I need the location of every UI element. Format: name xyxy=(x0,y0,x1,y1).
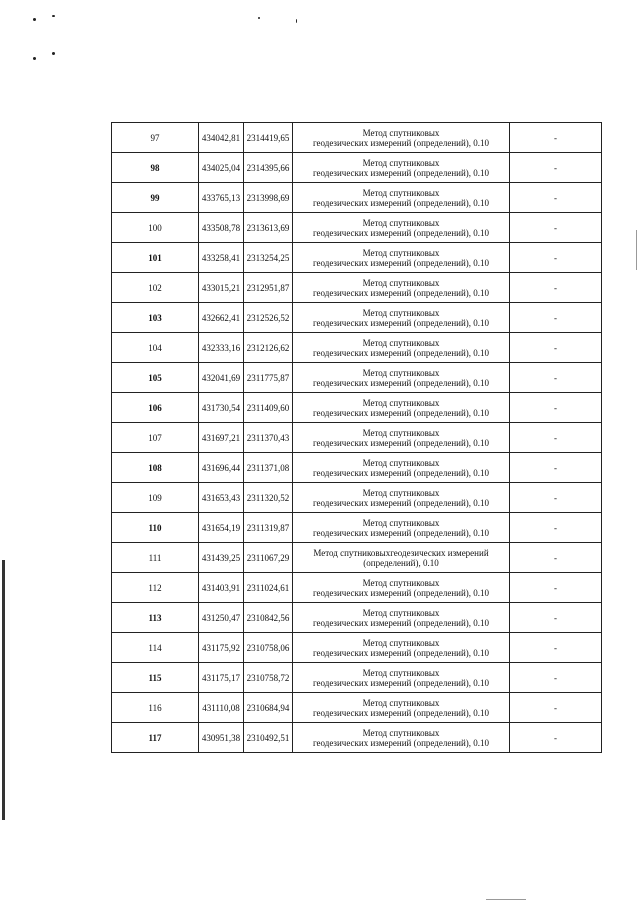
x-coordinate-cell: 431175,92 xyxy=(199,633,244,663)
y-coordinate-cell: 2311371,08 xyxy=(244,453,293,483)
method-line-2: (определений), 0.10 xyxy=(363,557,439,568)
method-cell xyxy=(293,393,510,423)
x-coordinate-cell: 431110,08 xyxy=(199,693,244,723)
table-row xyxy=(112,723,602,753)
method-line-1: Метод спутниковых xyxy=(362,697,440,708)
point-number-cell: 117 xyxy=(112,723,199,753)
scan-edge-line xyxy=(636,230,637,270)
method-cell xyxy=(293,453,510,483)
method-cell xyxy=(293,633,510,663)
method-cell xyxy=(293,273,510,303)
description-cell: - xyxy=(510,363,602,393)
x-coordinate-cell: 431654,19 xyxy=(199,513,244,543)
y-coordinate-cell: 2312126,62 xyxy=(244,333,293,363)
table-row xyxy=(112,243,602,273)
method-line-2: геодезических измерений (определений), 0.10 xyxy=(312,377,490,388)
x-coordinate-cell: 431403,91 xyxy=(199,573,244,603)
description-cell: - xyxy=(510,513,602,543)
method-line-2: геодезических измерений (определений), 0.10 xyxy=(312,347,490,358)
method-line-1: Метод спутниковых xyxy=(362,607,440,618)
point-number-cell: 113 xyxy=(112,603,199,633)
method-line-1: Метод спутниковых xyxy=(362,367,440,378)
method-cell xyxy=(293,153,510,183)
table-row xyxy=(112,543,602,573)
method-line-1: Метод спутниковыхгеодезических измерений xyxy=(313,547,489,558)
table-row xyxy=(112,273,602,303)
method-line-2: геодезических измерений (определений), 0.10 xyxy=(312,197,490,208)
y-coordinate-cell: 2311024,61 xyxy=(244,573,293,603)
method-cell xyxy=(293,513,510,543)
method-line-1: Метод спутниковых xyxy=(362,157,440,168)
point-number-cell: 114 xyxy=(112,633,199,663)
point-number-cell: 109 xyxy=(112,483,199,513)
method-line-2: геодезических измерений (определений), 0.10 xyxy=(312,137,490,148)
y-coordinate-cell: 2310758,72 xyxy=(244,663,293,693)
scan-speck xyxy=(296,19,297,23)
description-cell: - xyxy=(510,213,602,243)
point-number-cell: 99 xyxy=(112,183,199,213)
method-cell xyxy=(293,183,510,213)
table-row xyxy=(112,393,602,423)
x-coordinate-cell: 433258,41 xyxy=(199,243,244,273)
table-row xyxy=(112,633,602,663)
y-coordinate-cell: 2313254,25 xyxy=(244,243,293,273)
y-coordinate-cell: 2314419,65 xyxy=(244,123,293,153)
method-line-1: Метод спутниковых xyxy=(362,457,440,468)
point-number-cell: 97 xyxy=(112,123,199,153)
method-line-1: Метод спутниковых xyxy=(362,277,440,288)
y-coordinate-cell: 2312526,52 xyxy=(244,303,293,333)
y-coordinate-cell: 2310758,06 xyxy=(244,633,293,663)
scan-speck xyxy=(52,15,55,17)
table-row xyxy=(112,423,602,453)
method-line-1: Метод спутниковых xyxy=(362,187,440,198)
y-coordinate-cell: 2311319,87 xyxy=(244,513,293,543)
scan-speck xyxy=(52,52,55,55)
description-cell: - xyxy=(510,663,602,693)
method-cell xyxy=(293,543,510,573)
table-row xyxy=(112,453,602,483)
x-coordinate-cell: 433015,21 xyxy=(199,273,244,303)
method-line-1: Метод спутниковых xyxy=(362,517,440,528)
x-coordinate-cell: 432333,16 xyxy=(199,333,244,363)
y-coordinate-cell: 2311067,29 xyxy=(244,543,293,573)
point-number-cell: 105 xyxy=(112,363,199,393)
description-cell: - xyxy=(510,633,602,663)
description-cell: - xyxy=(510,453,602,483)
table-row xyxy=(112,363,602,393)
point-number-cell: 102 xyxy=(112,273,199,303)
method-line-2: геодезических измерений (определений), 0.10 xyxy=(312,287,490,298)
x-coordinate-cell: 431250,47 xyxy=(199,603,244,633)
method-cell xyxy=(293,243,510,273)
method-cell xyxy=(293,213,510,243)
method-cell xyxy=(293,363,510,393)
coordinates-table xyxy=(111,122,602,753)
table-row xyxy=(112,573,602,603)
point-number-cell: 112 xyxy=(112,573,199,603)
scan-speck xyxy=(258,17,260,19)
method-line-1: Метод спутниковых xyxy=(362,427,440,438)
method-line-1: Метод спутниковых xyxy=(362,577,440,588)
point-number-cell: 108 xyxy=(112,453,199,483)
method-line-2: геодезических измерений (определений), 0.10 xyxy=(312,527,490,538)
point-number-cell: 115 xyxy=(112,663,199,693)
description-cell: - xyxy=(510,423,602,453)
x-coordinate-cell: 434042,81 xyxy=(199,123,244,153)
y-coordinate-cell: 2312951,87 xyxy=(244,273,293,303)
y-coordinate-cell: 2311320,52 xyxy=(244,483,293,513)
x-coordinate-cell: 431175,17 xyxy=(199,663,244,693)
description-cell: - xyxy=(510,483,602,513)
point-number-cell: 103 xyxy=(112,303,199,333)
description-cell: - xyxy=(510,153,602,183)
y-coordinate-cell: 2313613,69 xyxy=(244,213,293,243)
y-coordinate-cell: 2310842,56 xyxy=(244,603,293,633)
description-cell: - xyxy=(510,723,602,753)
x-coordinate-cell: 431653,43 xyxy=(199,483,244,513)
method-line-1: Метод спутниковых xyxy=(362,397,440,408)
x-coordinate-cell: 431696,44 xyxy=(199,453,244,483)
x-coordinate-cell: 432041,69 xyxy=(199,363,244,393)
scan-speck xyxy=(33,57,36,60)
description-cell: - xyxy=(510,603,602,633)
method-line-1: Метод спутниковых xyxy=(362,307,440,318)
method-line-2: геодезических измерений (определений), 0.10 xyxy=(312,227,490,238)
point-number-cell: 116 xyxy=(112,693,199,723)
method-line-2: геодезических измерений (определений), 0.10 xyxy=(312,677,490,688)
point-number-cell: 107 xyxy=(112,423,199,453)
table-row xyxy=(112,333,602,363)
point-number-cell: 100 xyxy=(112,213,199,243)
method-line-2: геодезических измерений (определений), 0.10 xyxy=(312,437,490,448)
x-coordinate-cell: 434025,04 xyxy=(199,153,244,183)
method-line-2: геодезических измерений (определений), 0.10 xyxy=(312,707,490,718)
x-coordinate-cell: 431697,21 xyxy=(199,423,244,453)
scan-edge-line xyxy=(2,560,5,820)
description-cell: - xyxy=(510,243,602,273)
x-coordinate-cell: 433765,13 xyxy=(199,183,244,213)
table-row xyxy=(112,213,602,243)
method-cell xyxy=(293,303,510,333)
x-coordinate-cell: 432662,41 xyxy=(199,303,244,333)
scan-speck xyxy=(33,18,36,21)
description-cell: - xyxy=(510,183,602,213)
x-coordinate-cell: 431730,54 xyxy=(199,393,244,423)
table-row xyxy=(112,153,602,183)
method-cell xyxy=(293,693,510,723)
point-number-cell: 101 xyxy=(112,243,199,273)
method-cell xyxy=(293,483,510,513)
y-coordinate-cell: 2314395,66 xyxy=(244,153,293,183)
description-cell: - xyxy=(510,303,602,333)
coordinates-table-body xyxy=(112,123,602,753)
table-row xyxy=(112,123,602,153)
method-cell xyxy=(293,663,510,693)
method-line-2: геодезических измерений (определений), 0.10 xyxy=(312,467,490,478)
y-coordinate-cell: 2311409,60 xyxy=(244,393,293,423)
method-line-2: геодезических измерений (определений), 0.10 xyxy=(312,647,490,658)
x-coordinate-cell: 433508,78 xyxy=(199,213,244,243)
table-row xyxy=(112,603,602,633)
method-cell xyxy=(293,603,510,633)
point-number-cell: 98 xyxy=(112,153,199,183)
table-row xyxy=(112,513,602,543)
method-line-1: Метод спутниковых xyxy=(362,127,440,138)
method-cell xyxy=(293,573,510,603)
method-cell xyxy=(293,423,510,453)
method-line-2: геодезических измерений (определений), 0.10 xyxy=(312,407,490,418)
table-row xyxy=(112,693,602,723)
point-number-cell: 104 xyxy=(112,333,199,363)
method-line-1: Метод спутниковых xyxy=(362,637,440,648)
table-row xyxy=(112,303,602,333)
scan-edge-line xyxy=(486,899,526,900)
description-cell: - xyxy=(510,573,602,603)
method-line-1: Метод спутниковых xyxy=(362,337,440,348)
x-coordinate-cell: 431439,25 xyxy=(199,543,244,573)
x-coordinate-cell: 430951,38 xyxy=(199,723,244,753)
method-line-2: геодезических измерений (определений), 0.10 xyxy=(312,587,490,598)
method-line-2: геодезических измерений (определений), 0.10 xyxy=(312,737,490,748)
y-coordinate-cell: 2310684,94 xyxy=(244,693,293,723)
method-line-1: Метод спутниковых xyxy=(362,667,440,678)
method-cell xyxy=(293,333,510,363)
description-cell: - xyxy=(510,543,602,573)
point-number-cell: 110 xyxy=(112,513,199,543)
description-cell: - xyxy=(510,123,602,153)
method-cell xyxy=(293,123,510,153)
method-line-1: Метод спутниковых xyxy=(362,247,440,258)
method-line-2: геодезических измерений (определений), 0.10 xyxy=(312,167,490,178)
method-cell xyxy=(293,723,510,753)
method-line-1: Метод спутниковых xyxy=(362,487,440,498)
point-number-cell: 111 xyxy=(112,543,199,573)
description-cell: - xyxy=(510,333,602,363)
method-line-2: геодезических измерений (определений), 0.10 xyxy=(312,257,490,268)
point-number-cell: 106 xyxy=(112,393,199,423)
description-cell: - xyxy=(510,693,602,723)
description-cell: - xyxy=(510,393,602,423)
method-line-1: Метод спутниковых xyxy=(362,217,440,228)
description-cell: - xyxy=(510,273,602,303)
table-row xyxy=(112,663,602,693)
method-line-2: геодезических измерений (определений), 0.10 xyxy=(312,497,490,508)
method-line-2: геодезических измерений (определений), 0.10 xyxy=(312,617,490,628)
table-row xyxy=(112,483,602,513)
y-coordinate-cell: 2311370,43 xyxy=(244,423,293,453)
y-coordinate-cell: 2310492,51 xyxy=(244,723,293,753)
table-row xyxy=(112,183,602,213)
y-coordinate-cell: 2311775,87 xyxy=(244,363,293,393)
y-coordinate-cell: 2313998,69 xyxy=(244,183,293,213)
method-line-2: геодезических измерений (определений), 0.10 xyxy=(312,317,490,328)
method-line-1: Метод спутниковых xyxy=(362,727,440,738)
